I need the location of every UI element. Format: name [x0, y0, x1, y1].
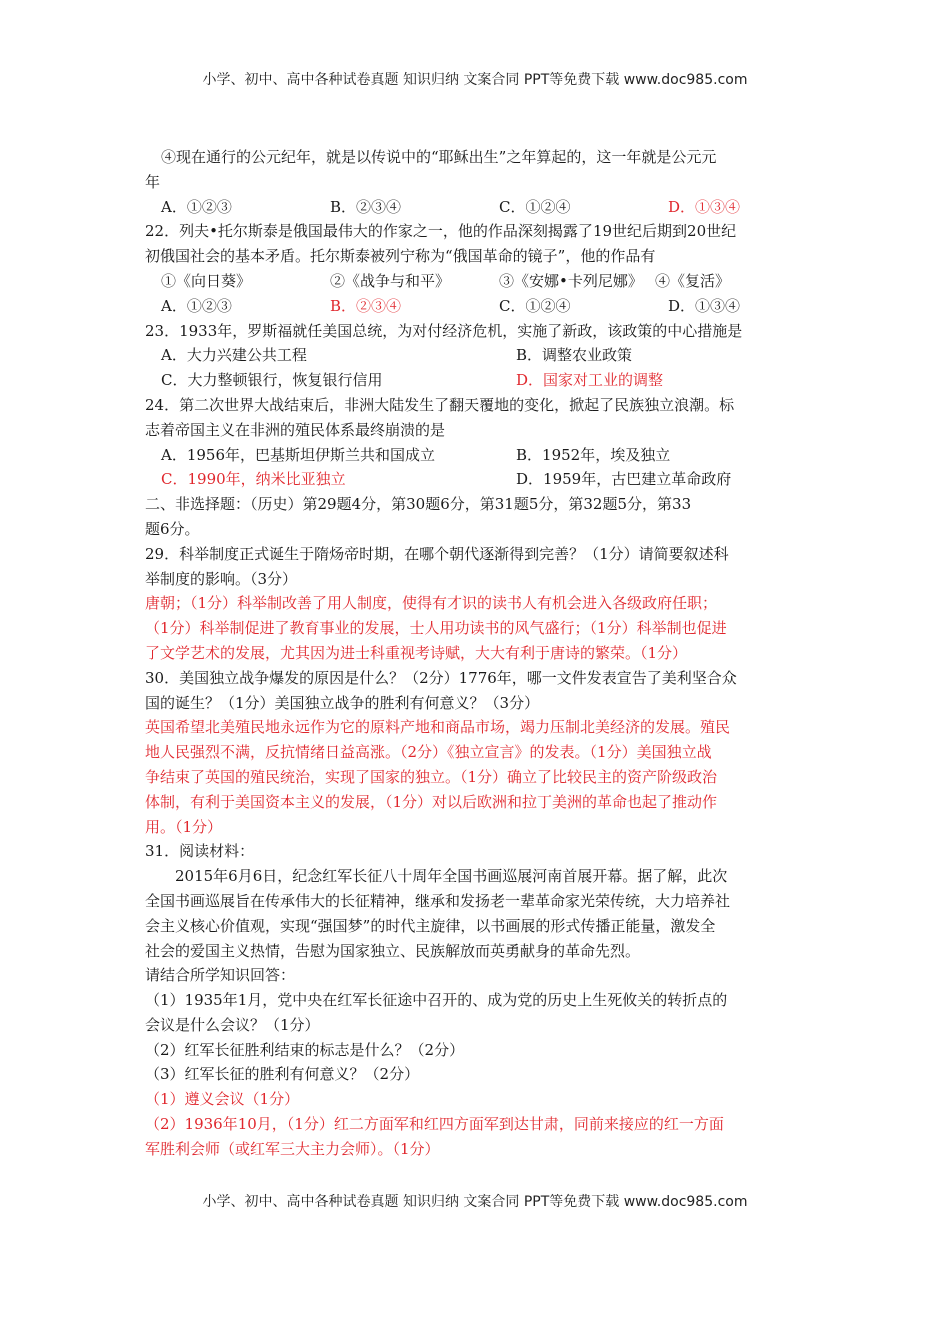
- q23-option-d-answer: D．国家对工业的调整: [516, 371, 664, 390]
- q30-answer-line5: 用。（1分）: [145, 817, 223, 836]
- q24-option-b: B．1952年，埃及独立: [516, 445, 671, 464]
- q31-title: 31．阅读材料：: [145, 842, 255, 861]
- q29-stem-line2: 举制度的影响。（3分）: [145, 569, 298, 588]
- q31-sub1-line1: （1）1935年1月，党中央在红军长征途中召开的、成为党的历史上生死攸关的转折点的: [145, 991, 728, 1010]
- q31-answer2-line1: （2）1936年10月，（1分）红二方面军和红四方面军到达甘肃，同前来接应的红一方面: [145, 1115, 724, 1134]
- q31-prompt: 请结合所学知识回答：: [145, 966, 296, 985]
- q31-material-line4: 社会的爱国主义热情，告慰为国家独立、民族解放而英勇献身的革命先烈。: [145, 941, 641, 960]
- q31-material-line1: 2015年6月6日，纪念红军长征八十周年全国书画巡展河南首展开幕。据了解，此次: [175, 867, 728, 886]
- q30-answer-line1: 英国希望北美殖民地永远作为它的原料产地和商品市场，竭力压制北美经济的发展。殖民: [145, 718, 731, 737]
- q30-stem-line1: 30．美国独立战争爆发的原因是什么？（2分）1776年，哪一文件发表宣告了美利坚合众: [145, 668, 737, 687]
- q31-material-line3: 会主义核心价值观，实现“强国梦”的时代主旋律，以书画展的形式传播正能量，激发全: [145, 916, 716, 935]
- q31-answer1: （1）遵义会议（1分）: [145, 1090, 300, 1109]
- q31-sub3: （3）红军长征的胜利有何意义？（2分）: [145, 1065, 420, 1084]
- q24-stem-line2: 志着帝国主义在非洲的殖民体系最终崩溃的是: [145, 420, 446, 439]
- q21-options: [145, 195, 807, 220]
- q31-material-line2: 全国书画巡展旨在传承伟大的长征精神，继承和发扬老一辈革命家光荣传统，大力培养社: [145, 891, 731, 910]
- q22-option-c: C．①②④: [499, 296, 571, 315]
- exam-content: [145, 145, 807, 1162]
- q23-options-row2: [145, 368, 807, 393]
- q22-option-a: A．①②③: [161, 296, 232, 315]
- q24-stem-line1: 24．第二次世界大战结束后，非洲大陆发生了翻天覆地的变化，掀起了民族独立浪潮。标: [145, 395, 735, 414]
- q31-answer2-line2: 军胜利会师（或红军三大主力会师）。（1分）: [145, 1139, 440, 1158]
- section2-heading-line2: 题6分。: [145, 519, 200, 538]
- q23-option-a: A．大力兴建公共工程: [161, 346, 307, 365]
- q31-sub2: （2）红军长征胜利结束的标志是什么？（2分）: [145, 1040, 465, 1059]
- q29-answer-line3: 了文学艺术的发展，尤其因为进士科重视考诗赋，大大有利于唐诗的繁荣。（1分）: [145, 643, 688, 662]
- q22-book-4: ④《复活》: [655, 271, 731, 290]
- q21-item4-line1: ④现在通行的公元纪年，就是以传说中的“耶稣出生”之年算起的，这一年就是公元元: [161, 148, 717, 166]
- q21-option-b: B．②③④: [330, 197, 402, 216]
- q21-option-a: A．①②③: [161, 197, 232, 216]
- q22-option-d: D．①③④: [668, 296, 741, 315]
- q24-option-d: D．1959年，古巴建立革命政府: [516, 470, 732, 489]
- q30-answer-line4: 体制，有利于美国资本主义的发展，（1分）对以后欧洲和拉丁美洲的革命也起了推动作: [145, 792, 718, 811]
- q21-option-d-answer: D．①③④: [668, 197, 741, 216]
- q29-answer-line1: 唐朝；（1分）科举制改善了用人制度，使得有才识的读书人有机会进入各级政府任职；: [145, 594, 718, 613]
- q31-sub1-line2: 会议是什么会议？（1分）: [145, 1015, 320, 1034]
- q23-stem: 23．1933年，罗斯福就任美国总统，为对付经济危机，实施了新政，该政策的中心措施是: [145, 321, 743, 340]
- section2-heading-line1: 二、非选择题：（历史）第29题4分，第30题6分，第31题5分，第32题5分，第33: [145, 495, 692, 514]
- q30-answer-line2: 地人民强烈不满，反抗情绪日益高涨。（2分）《独立宣言》的发表。（1分）美国独立战: [145, 743, 712, 762]
- q23-options-row1: [145, 343, 807, 368]
- q22-book-2: ②《战争与和平》: [330, 271, 451, 290]
- q22-options: [145, 294, 807, 319]
- q30-stem-line2: 国的诞生？（1分）美国独立战争的胜利有何意义？（3分）: [145, 693, 540, 712]
- q22-book-1: ①《向日葵》: [161, 271, 252, 290]
- q22-stem-line2: 初俄国社会的基本矛盾。托尔斯泰被列宁称为“俄国革命的镜子”，他的作品有: [145, 247, 656, 266]
- q29-stem-line1: 29．科举制度正式诞生于隋炀帝时期，在哪个朝代逐渐得到完善？（1分）请简要叙述科: [145, 544, 729, 563]
- q30-answer-line3: 争结束了英国的殖民统治，实现了国家的独立。（1分）确立了比较民主的资产阶级政治: [145, 767, 718, 786]
- q22-stem-line1: 22．列夫•托尔斯泰是俄国最伟大的作家之一，他的作品深刻揭露了19世纪后期到20世纪: [145, 222, 737, 241]
- q21-item4-line2: 年: [145, 172, 161, 191]
- q22-option-b-answer: B．②③④: [330, 296, 402, 315]
- q21-option-c: C．①②④: [499, 197, 571, 216]
- q24-options-row1: [145, 443, 807, 468]
- page-footer: 小学、初中、高中各种试卷真题 知识归纳 文案合同 PPT等免费下载 www.doc985.com: [202, 1194, 748, 1210]
- q22-books: [145, 269, 807, 294]
- q29-answer-line2: （1分）科举制促进了教育事业的发展，士人用功读书的风气盛行；（1分）科举制也促进: [145, 619, 727, 638]
- q24-option-c-answer: C．1990年，纳米比亚独立: [161, 470, 346, 489]
- q24-option-a: A．1956年，巴基斯坦伊斯兰共和国成立: [161, 445, 436, 464]
- q24-options-row2: [145, 467, 807, 492]
- q23-option-c: C．大力整顿银行，恢复银行信用: [161, 371, 383, 390]
- q22-book-3: ③《安娜•卡列尼娜》: [499, 271, 643, 290]
- page-header: 小学、初中、高中各种试卷真题 知识归纳 文案合同 PPT等免费下载 www.doc985.com: [202, 72, 748, 88]
- q23-option-b: B．调整农业政策: [516, 346, 633, 365]
